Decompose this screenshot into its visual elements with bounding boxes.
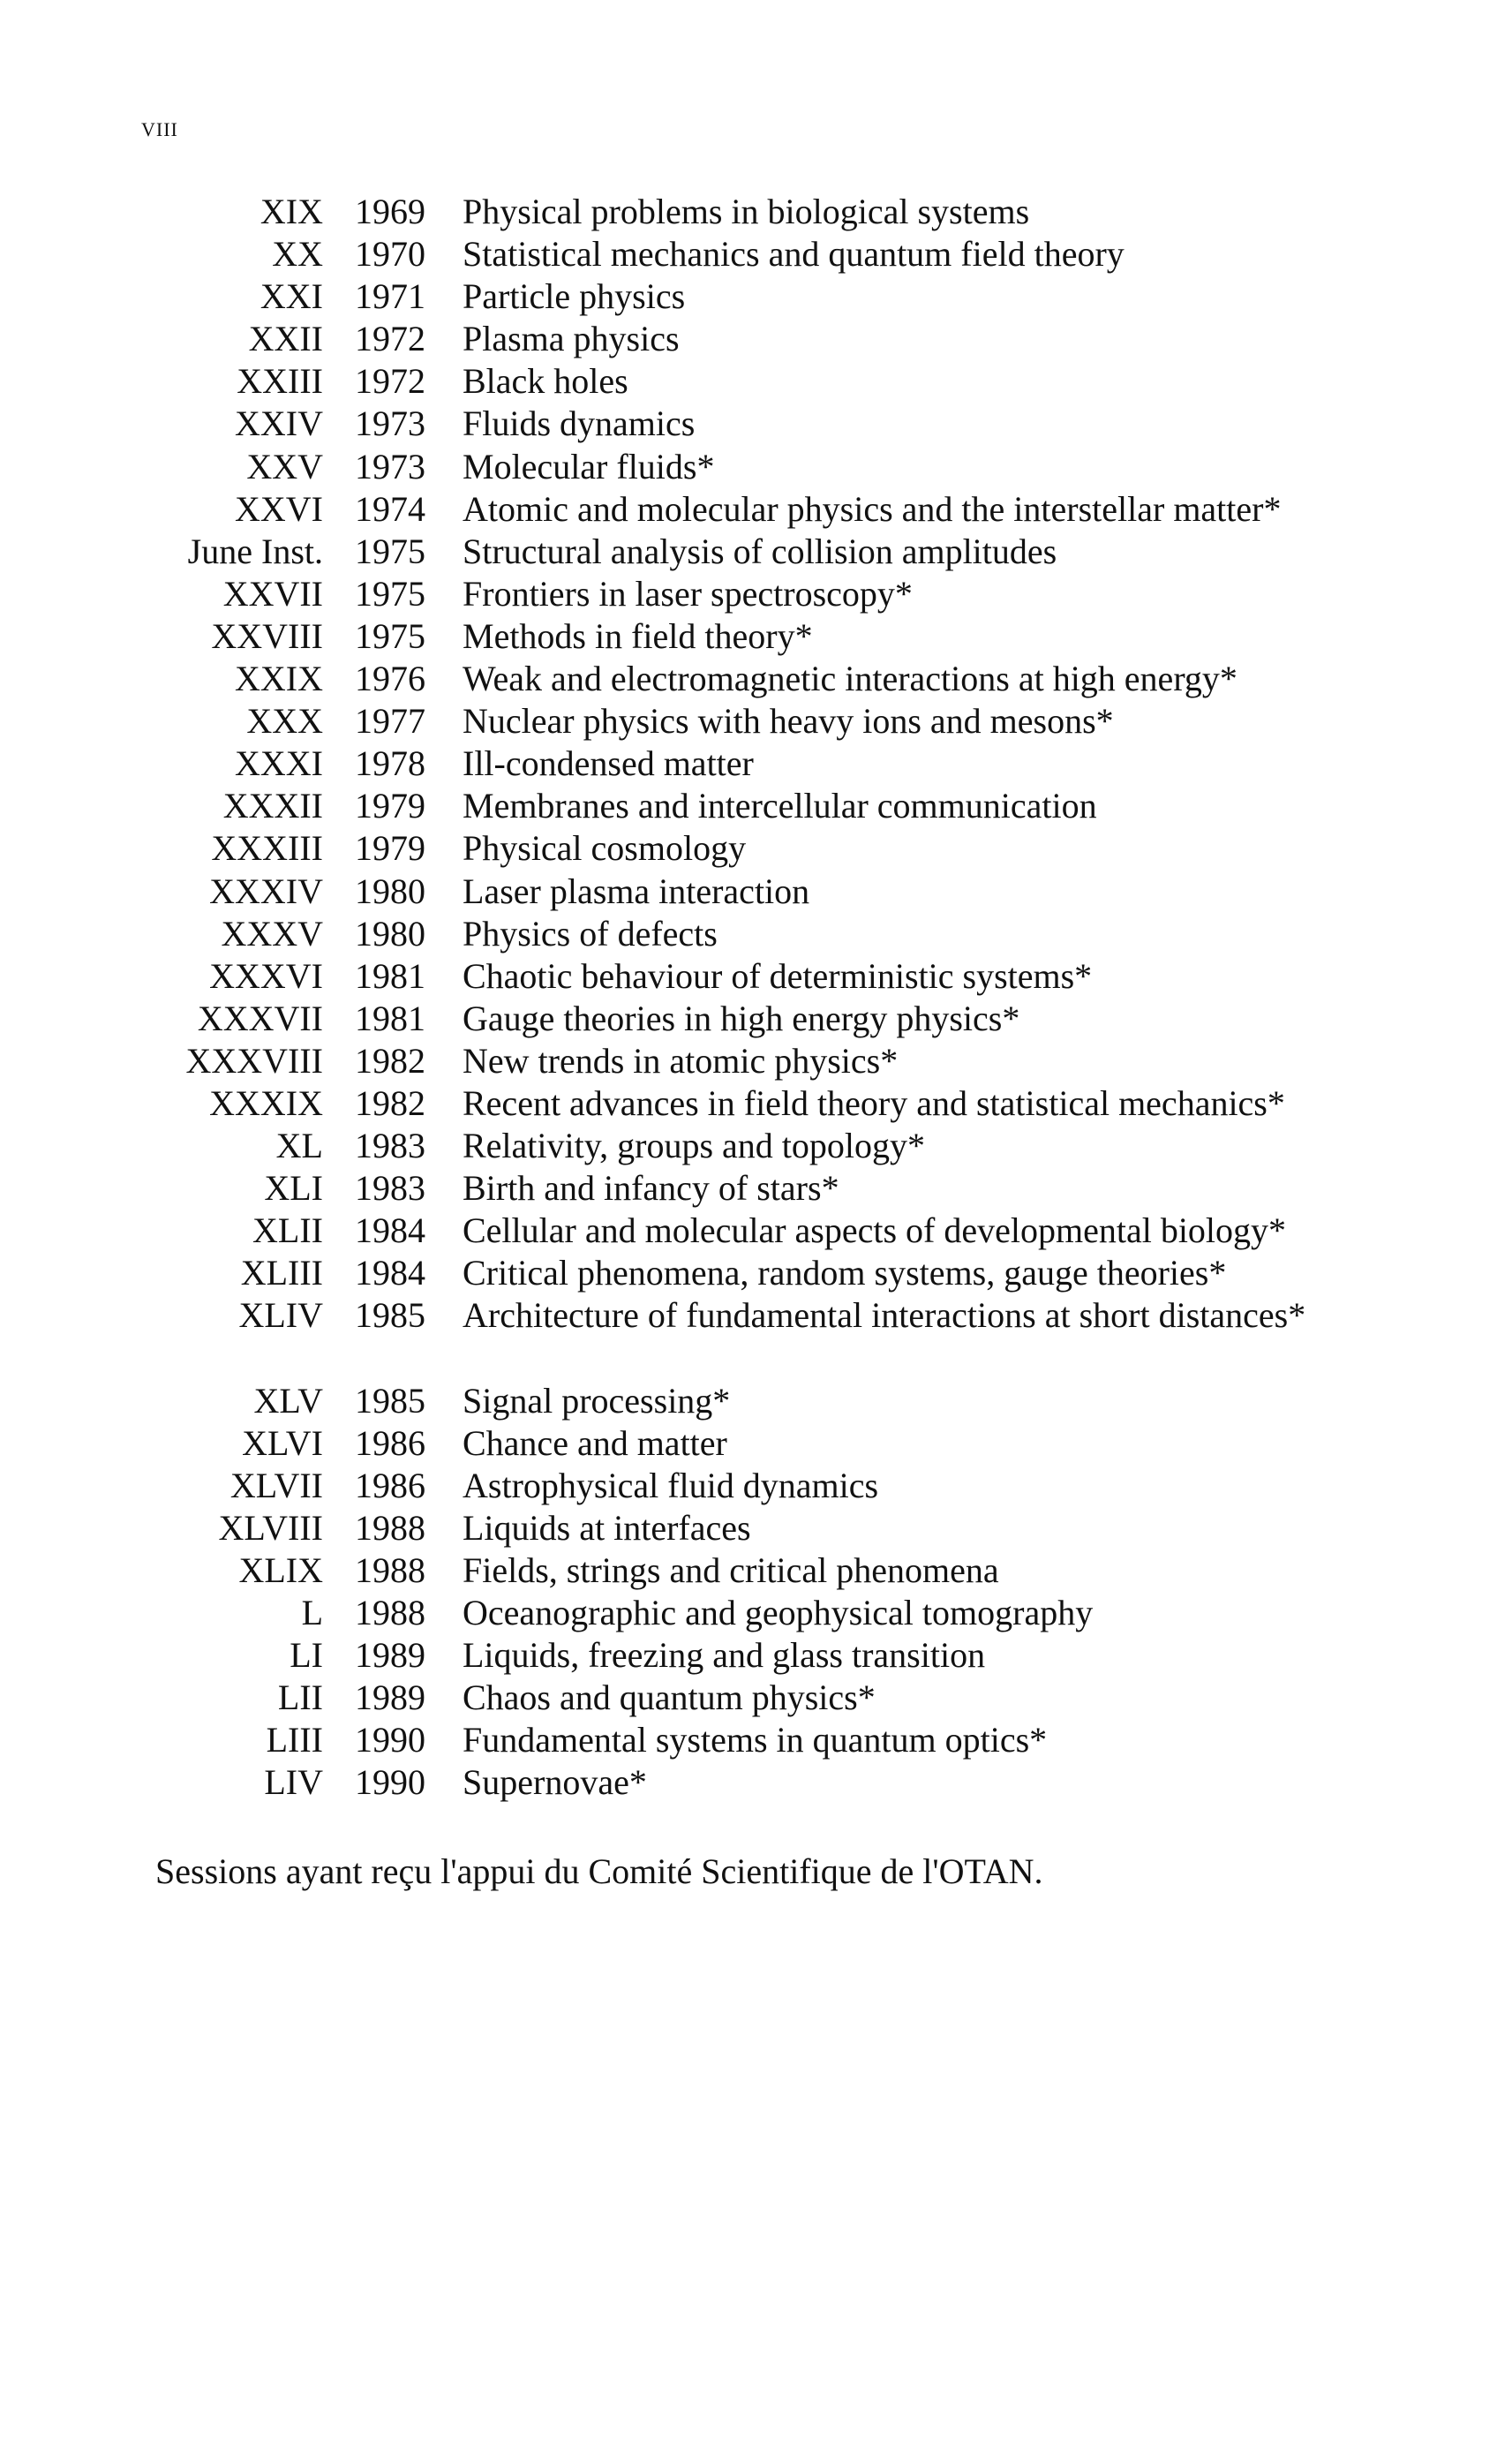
session-year: 1982 <box>355 1040 425 1081</box>
session-row <box>0 1422 1512 1465</box>
session-row <box>0 1082 1512 1125</box>
session-number: XXX <box>246 701 323 742</box>
session-number: XXXI <box>235 743 323 784</box>
session-number: LI <box>290 1635 323 1676</box>
session-row <box>0 573 1512 615</box>
session-year: 1972 <box>355 361 425 402</box>
session-title: Molecular fluids* <box>463 446 715 486</box>
session-year: 1980 <box>355 913 425 954</box>
session-number: XLIV <box>238 1295 323 1336</box>
session-number: XLII <box>252 1210 323 1251</box>
session-title: Architecture of fundamental interactions at short distances* <box>463 1295 1306 1336</box>
session-row <box>0 360 1512 403</box>
session-row <box>0 275 1512 318</box>
session-year: 1990 <box>355 1762 425 1803</box>
session-row <box>0 871 1512 913</box>
session-row <box>0 1252 1512 1294</box>
session-title: Supernovae* <box>463 1762 647 1803</box>
session-title: Relativity, groups and topology* <box>463 1126 926 1166</box>
session-number: XXIX <box>235 659 323 699</box>
session-title: Particle physics <box>463 276 686 317</box>
session-year: 1981 <box>355 955 425 996</box>
session-year: 1988 <box>355 1550 425 1590</box>
session-year: 1988 <box>355 1593 425 1633</box>
session-row <box>0 913 1512 955</box>
session-title: Ill-condensed matter <box>463 743 754 784</box>
footnote: Sessions ayant reçu l'appui du Comité Scientifique de l'OTAN. <box>155 1851 1043 1891</box>
session-year: 1980 <box>355 871 425 911</box>
session-year: 1974 <box>355 488 425 529</box>
session-number: XXI <box>260 276 323 317</box>
session-year: 1979 <box>355 828 425 869</box>
session-year: 1979 <box>355 786 425 826</box>
session-title: Plasma physics <box>463 319 680 359</box>
session-title: Statistical mechanics and quantum field theory <box>463 234 1125 275</box>
session-list <box>0 191 1512 1805</box>
session-number: XXXIV <box>209 871 323 911</box>
session-year: 1977 <box>355 701 425 742</box>
session-year: 1989 <box>355 1677 425 1718</box>
session-title: Chaotic behaviour of deterministic systems* <box>463 955 1093 996</box>
session-year: 1983 <box>355 1168 425 1209</box>
session-year: 1975 <box>355 615 425 656</box>
session-number: XIX <box>260 192 323 231</box>
session-number: XXXVII <box>197 998 323 1038</box>
session-number: XL <box>275 1126 323 1166</box>
session-title: Methods in field theory* <box>463 615 813 656</box>
session-number: XLV <box>253 1380 323 1421</box>
session-year: 1985 <box>355 1295 425 1336</box>
session-year: 1975 <box>355 531 425 571</box>
session-title: Critical phenomena, random systems, gauge theories* <box>463 1253 1227 1293</box>
session-number: XLVI <box>242 1422 323 1463</box>
session-year: 1969 <box>355 192 425 231</box>
session-row <box>0 1210 1512 1252</box>
session-row <box>0 658 1512 700</box>
session-year: 1989 <box>355 1635 425 1676</box>
session-row <box>0 955 1512 998</box>
session-row <box>0 827 1512 870</box>
session-number: XXXVI <box>209 955 323 996</box>
session-number: XXVII <box>222 573 323 614</box>
session-row <box>0 785 1512 827</box>
session-number: XXIII <box>237 361 323 402</box>
session-row <box>0 488 1512 531</box>
session-number: LIII <box>266 1720 323 1760</box>
session-row <box>0 743 1512 785</box>
session-year: 1983 <box>355 1126 425 1166</box>
session-number: XXV <box>246 446 323 486</box>
session-year: 1986 <box>355 1422 425 1463</box>
session-number: XXXV <box>221 913 323 954</box>
session-title: Gauge theories in high energy physics* <box>463 998 1020 1038</box>
session-title: Liquids at interfaces <box>463 1507 751 1548</box>
session-title: Liquids, freezing and glass transition <box>463 1635 986 1676</box>
session-number: XLIII <box>240 1253 323 1293</box>
session-number: XLIX <box>238 1550 323 1590</box>
session-number: XLVIII <box>218 1507 323 1548</box>
session-row <box>0 1507 1512 1549</box>
session-title: Nuclear physics with heavy ions and mesons* <box>463 701 1114 742</box>
session-title: Black holes <box>463 361 628 402</box>
session-year: 1975 <box>355 573 425 614</box>
session-title: Physical problems in biological systems <box>463 192 1030 231</box>
session-year: 1984 <box>355 1253 425 1293</box>
session-row <box>0 1380 1512 1422</box>
session-title: Astrophysical fluid dynamics <box>463 1465 879 1505</box>
session-title: Fields, strings and critical phenomena <box>463 1550 999 1590</box>
session-year: 1986 <box>355 1465 425 1505</box>
session-row <box>0 531 1512 573</box>
session-row <box>0 446 1512 488</box>
session-year: 1984 <box>355 1210 425 1251</box>
session-year: 1988 <box>355 1507 425 1548</box>
session-title: Chaos and quantum physics* <box>463 1677 876 1718</box>
session-title: Chance and matter <box>463 1422 727 1463</box>
session-row <box>0 1634 1512 1677</box>
session-title: Structural analysis of collision amplitudes <box>463 531 1057 571</box>
session-title: Atomic and molecular physics and the interstellar matter* <box>463 488 1282 529</box>
session-year: 1976 <box>355 659 425 699</box>
session-row <box>0 1719 1512 1761</box>
session-title: Weak and electromagnetic interactions at high energy* <box>463 659 1237 699</box>
session-title: Signal processing* <box>463 1380 731 1421</box>
session-title: Physics of defects <box>463 913 718 954</box>
session-year: 1990 <box>355 1720 425 1760</box>
session-title: Laser plasma interaction <box>463 871 810 911</box>
session-number: XXXIX <box>209 1082 323 1123</box>
session-number: LII <box>277 1677 323 1718</box>
session-year: 1973 <box>355 403 425 444</box>
session-year: 1982 <box>355 1082 425 1123</box>
session-year: 1972 <box>355 319 425 359</box>
session-row <box>0 233 1512 275</box>
session-row <box>0 1294 1512 1379</box>
session-row <box>0 1592 1512 1634</box>
session-title: Membranes and intercellular communication <box>463 786 1097 826</box>
session-year: 1973 <box>355 446 425 486</box>
session-row <box>0 700 1512 743</box>
session-number: June Inst. <box>187 531 323 571</box>
session-year: 1978 <box>355 743 425 784</box>
session-row <box>0 191 1512 233</box>
session-title: Cellular and molecular aspects of developmental biology* <box>463 1210 1287 1251</box>
session-year: 1985 <box>355 1380 425 1421</box>
session-title: New trends in atomic physics* <box>463 1040 899 1081</box>
session-number: XXXIII <box>211 828 323 869</box>
session-year: 1981 <box>355 998 425 1038</box>
session-number: XXIV <box>235 403 323 444</box>
session-title: Fluids dynamics <box>463 403 696 444</box>
session-row <box>0 403 1512 445</box>
session-number: XXII <box>248 319 323 359</box>
session-title: Frontiers in laser spectroscopy* <box>463 573 913 614</box>
session-row <box>0 1465 1512 1507</box>
session-number: XXVIII <box>211 615 323 656</box>
session-row <box>0 318 1512 360</box>
session-row <box>0 998 1512 1040</box>
session-number: LIV <box>264 1762 323 1803</box>
session-year: 1970 <box>355 234 425 275</box>
session-row <box>0 1677 1512 1719</box>
session-title: Fundamental systems in quantum optics* <box>463 1720 1048 1760</box>
session-number: XXXII <box>222 786 323 826</box>
session-title: Physical cosmology <box>463 828 747 869</box>
session-number: XXXVIII <box>185 1040 323 1081</box>
session-number: L <box>301 1593 323 1633</box>
session-title: Oceanographic and geophysical tomography <box>463 1593 1094 1633</box>
session-row <box>0 615 1512 658</box>
session-number: XLI <box>264 1168 323 1209</box>
session-year: 1971 <box>355 276 425 317</box>
session-row <box>0 1040 1512 1082</box>
session-number: XX <box>272 234 323 275</box>
session-number: XXVI <box>235 488 323 529</box>
session-row <box>0 1125 1512 1167</box>
session-title: Recent advances in field theory and statistical mechanics* <box>463 1082 1285 1123</box>
session-row <box>0 1167 1512 1210</box>
session-row <box>0 1549 1512 1592</box>
session-number: XLVII <box>229 1465 323 1505</box>
session-title: Birth and infancy of stars* <box>463 1168 839 1209</box>
page-number: VIII <box>141 118 178 140</box>
session-row <box>0 1761 1512 1804</box>
